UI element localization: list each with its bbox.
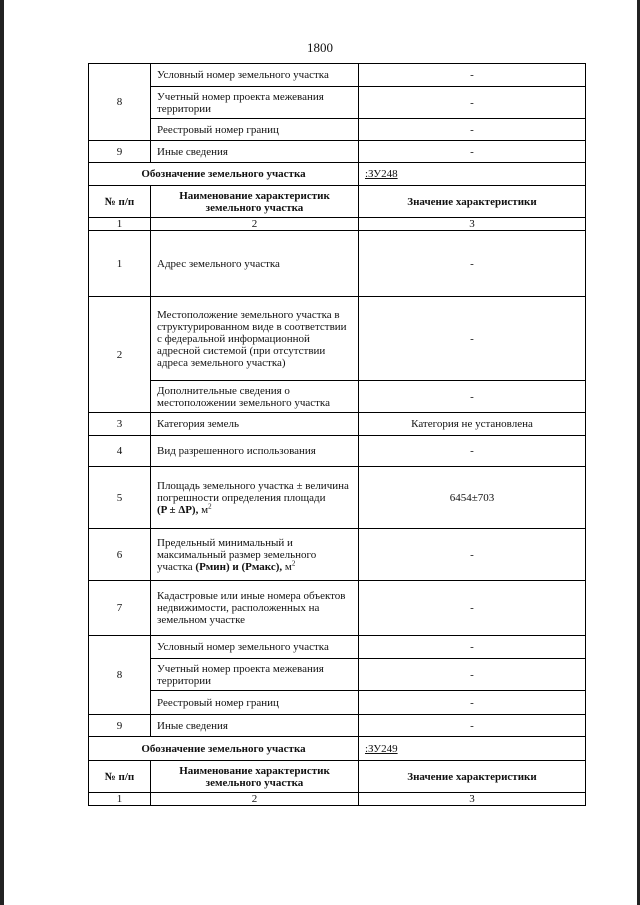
size-text: Предельный минимальный и максимальный размер земельного участка (157, 536, 317, 573)
row-number: 2 (89, 297, 151, 413)
parcel-id: :ЗУ249 (365, 742, 398, 755)
table-row (89, 381, 586, 413)
area-text: Площадь земельного участка ± величина погрешности определения площади (157, 479, 349, 504)
unit-exponent: 2 (208, 501, 212, 510)
row-value: - (359, 231, 586, 297)
unit-exponent: 2 (291, 558, 296, 567)
parcel-designation-row (89, 163, 586, 186)
row-number: 4 (89, 436, 151, 467)
row-value: - (359, 119, 586, 141)
row-label: Местоположение земельного участка в структурированном виде в соответствии с федеральной информационной адресной системой (при отсутствии адреса земельного участка) (151, 297, 359, 381)
table-row (89, 715, 586, 737)
row-value: - (359, 381, 586, 413)
table-row (89, 119, 586, 141)
row-value: - (359, 659, 586, 691)
column-index: 3 (359, 218, 586, 231)
parcel-designation-value (359, 163, 586, 186)
row-value: - (359, 715, 586, 737)
column-index: 2 (151, 218, 359, 231)
unit-m: м (201, 503, 209, 516)
designation-label: Обозначение земельного участка (89, 737, 359, 761)
row-label: Реестровый номер границ (151, 119, 359, 141)
row-value: - (359, 64, 586, 87)
table-row (89, 297, 586, 381)
row-value: - (359, 581, 586, 636)
row-value: - (359, 636, 586, 659)
land-parcel-table (88, 63, 586, 806)
row-number: 5 (89, 467, 151, 529)
column-index: 1 (89, 218, 151, 231)
row-label: Дополнительные сведения о местоположении земельного участка (151, 381, 359, 413)
column-header-value: Значение характеристики (359, 761, 586, 793)
row-label: Иные сведения (151, 141, 359, 163)
column-index-row (89, 793, 586, 806)
parcel-id: :ЗУ248 (365, 168, 398, 180)
column-header-num: № п/п (89, 186, 151, 218)
row-number: 6 (89, 529, 151, 581)
row-value: Категория не установлена (359, 413, 586, 436)
row-number: 9 (89, 141, 151, 163)
row-number: 9 (89, 715, 151, 737)
row-number: 8 (89, 636, 151, 715)
header-row (89, 761, 586, 793)
row-label-area (151, 467, 359, 529)
page-number: 1800 (307, 40, 333, 55)
table-row (89, 467, 586, 529)
row-label: Категория земель (151, 413, 359, 436)
row-label: Реестровый номер границ (151, 691, 359, 715)
table-row (89, 636, 586, 659)
row-value: - (359, 529, 586, 581)
table-row (89, 691, 586, 715)
parcel-designation-row (89, 737, 586, 761)
row-number: 8 (89, 64, 151, 141)
unit-m: м (284, 560, 292, 573)
header-row (89, 186, 586, 218)
row-label: Условный номер земельного участка (151, 64, 359, 87)
column-index: 1 (89, 793, 151, 806)
column-index: 3 (359, 793, 586, 806)
table-row (89, 659, 586, 691)
table-row (89, 436, 586, 467)
column-index: 2 (151, 793, 359, 806)
column-index-row (89, 218, 586, 231)
parcel-designation-value (359, 737, 586, 761)
row-label-size (151, 529, 359, 581)
column-header-name: Наименование характеристик земельного участка (151, 186, 359, 218)
row-label: Иные сведения (151, 715, 359, 737)
table-row (89, 87, 586, 119)
row-label: Условный номер земельного участка (151, 636, 359, 659)
row-label: Учетный номер проекта межевания территории (151, 87, 359, 119)
column-header-name: Наименование характеристик земельного участка (151, 761, 359, 793)
size-formula: (Pмин) и (Pмакс), (195, 560, 283, 573)
row-value: - (359, 691, 586, 715)
row-number: 7 (89, 581, 151, 636)
row-number: 1 (89, 231, 151, 297)
table-row (89, 529, 586, 581)
area-formula: (P ± ΔP), (157, 503, 199, 516)
table-row (89, 581, 586, 636)
row-label: Вид разрешенного использования (151, 436, 359, 467)
table-row (89, 64, 586, 87)
column-header-num: № п/п (89, 761, 151, 793)
row-label: Учетный номер проекта межевания территории (151, 659, 359, 691)
row-number: 3 (89, 413, 151, 436)
table-row (89, 141, 586, 163)
row-value: - (359, 297, 586, 381)
row-value: 6454±703 (359, 467, 586, 529)
row-value: - (359, 141, 586, 163)
column-header-value: Значение характеристики (359, 186, 586, 218)
row-value: - (359, 436, 586, 467)
designation-label: Обозначение земельного участка (89, 163, 359, 186)
table-row (89, 413, 586, 436)
scan-edge-left (0, 0, 4, 905)
row-label: Кадастровые или иные номера объектов недвижимости, расположенных на земельном участке (151, 581, 359, 636)
table-row (89, 231, 586, 297)
row-value: - (359, 87, 586, 119)
row-label: Адрес земельного участка (151, 231, 359, 297)
